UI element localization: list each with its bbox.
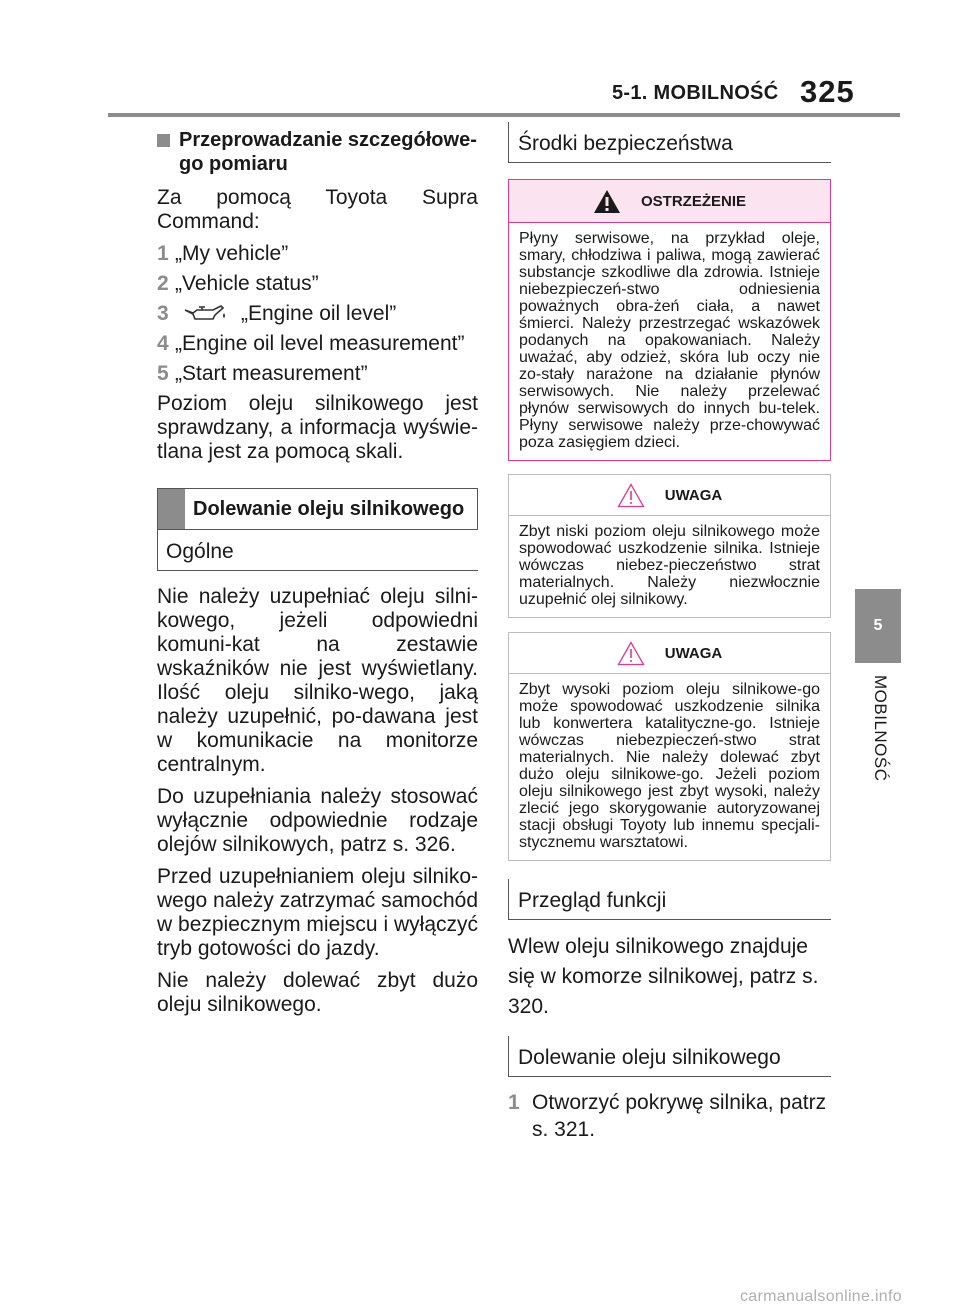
- notice-box: [508, 474, 831, 618]
- body-paragraph: Nie należy dolewać zbyt dużo oleju silnikowego.: [157, 969, 478, 1016]
- caution-triangle-icon: [617, 483, 645, 508]
- notice-title: UWAGA: [664, 486, 723, 504]
- step-number: 3: [157, 302, 169, 325]
- step-item: [157, 362, 478, 386]
- caution-triangle-icon: [617, 641, 645, 666]
- sub-heading: Przegląd funkcji: [508, 879, 831, 920]
- page-number: 325: [800, 74, 855, 109]
- subsection-title: [157, 128, 478, 176]
- notice-header: [509, 633, 830, 674]
- warning-triangle-icon: [593, 189, 621, 214]
- notice-title: UWAGA: [664, 644, 723, 662]
- left-column: [157, 128, 478, 1025]
- step-text: „Vehicle status”: [175, 272, 319, 295]
- sub-heading: Dolewanie oleju silnikowego: [508, 1036, 831, 1077]
- step-number: 1: [508, 1091, 520, 1114]
- step-text: Otworzyć pokrywę silnika, patrz s. 321.: [532, 1091, 827, 1141]
- warning-title: OSTRZEŻENIE: [640, 192, 746, 210]
- notice-text: Zbyt niski poziom oleju silnikowego może spowodować uszkodzenie silnika. Istnieje wówczas niebez-pieczeństwo strat materialnych. Należy niezwłocznie uzupełnić olej silnikowy.: [519, 523, 820, 608]
- header-rule: [108, 113, 900, 117]
- step-number: 5: [157, 362, 169, 385]
- step-text: „Start measurement”: [175, 362, 368, 385]
- section-title: 5-1. MOBILNOŚĆ: [612, 82, 779, 104]
- warning-text: Płyny serwisowe, na przykład oleje, smary, chłodziwa i paliwa, mogą zawierać substancje szkodliwe dla zdrowia. Istnieje niebezpieczeń-stwo odniesienia poważnych obra-żeń ciała, a nawet śmierci. Należy przestrzegać wskazówek podanych na opakowaniach. Należy uważać, aby odzież, skóra lub oczy nie zo-stały narażone na działanie płynów serwisowych. Nie należy przelewać płynów serwisowych do innych bu-telek. Płyny serwisowe należy prze-chowywać poza zasięgiem dzieci.: [519, 230, 820, 451]
- right-column: [508, 122, 831, 1143]
- bar-heading: [157, 488, 478, 530]
- step-number: 1: [157, 242, 169, 265]
- step-item: [508, 1089, 831, 1143]
- notice-box: [508, 632, 831, 861]
- overview-text: Wlew oleju silnikowego znajduje się w komorze silnikowej, patrz s. 320.: [508, 935, 819, 1018]
- intro-text: Za pomocą Toyota Supra Command:: [157, 186, 478, 233]
- chapter-label: MOBILNOŚĆ: [871, 675, 890, 782]
- chapter-tab[interactable]: 5: [855, 589, 901, 663]
- subsection-title-text: Przeprowadzanie szczegółowe-go pomiaru: [179, 129, 477, 175]
- step-text: „Engine oil level”: [241, 302, 397, 325]
- heading-marker: [158, 489, 185, 529]
- body-paragraph: Do uzupełniania należy stosować wyłącznie odpowiednie rodzaje olejów silnikowych, patrz s. 326.: [157, 785, 478, 856]
- warning-header: [509, 180, 830, 223]
- bar-heading-text: Dolewanie oleju silnikowego: [193, 497, 465, 520]
- body-paragraph: Przed uzupełnianiem oleju silniko-wego należy zatrzymać samochód w bezpiecznym miejscu i wyłączyć tryb gotowości do jazdy.: [157, 865, 478, 960]
- notice-header: [509, 475, 830, 516]
- oil-can-icon: [183, 304, 227, 324]
- square-bullet-icon: [157, 134, 170, 147]
- step-number: 4: [157, 332, 169, 355]
- body-paragraph: Nie należy uzupełniać oleju silni-kowego, jeżeli odpowiedni komuni-kat na zestawie wskaźników nie jest wyświetlany. Ilość oleju silniko-wego, jaką należy uzupełnić, po-dawana jest w komunikacie na monitorze centralnym.: [157, 585, 478, 776]
- sub-heading: Ogólne: [157, 530, 478, 571]
- notice-text: Zbyt wysoki poziom oleju silnikowe-go może spowodować uszkodzenie silnika lub konwertera katalityczne-go. Istnieje wówczas niebezpieczeń-stwo strat materialnych. Nie należy dolewać zbyt dużo oleju silnikowe-go. Jeżeli poziom oleju silnikowego jest zbyt wysoki, należy zlecić jego skorygowanie autoryzowanej stacji obsługi Toyoty lub innemu specjali-stycznemu warsztatowi.: [519, 681, 820, 851]
- warning-box: [508, 179, 831, 461]
- sub-heading: Środki bezpieczeństwa: [508, 122, 831, 163]
- step-item: [157, 242, 478, 266]
- step-item: [157, 332, 478, 356]
- step-text: „My vehicle”: [175, 242, 289, 265]
- step-number: 2: [157, 272, 169, 295]
- step-text: „Engine oil level measurement”: [175, 332, 465, 355]
- step-item: [157, 302, 478, 326]
- step-item: [157, 272, 478, 296]
- watermark: carmanualsonline.info: [740, 1288, 902, 1305]
- description-text: Poziom oleju silnikowego jest sprawdzany, a informacja wyświe-tlana jest za pomocą skali.: [157, 392, 478, 463]
